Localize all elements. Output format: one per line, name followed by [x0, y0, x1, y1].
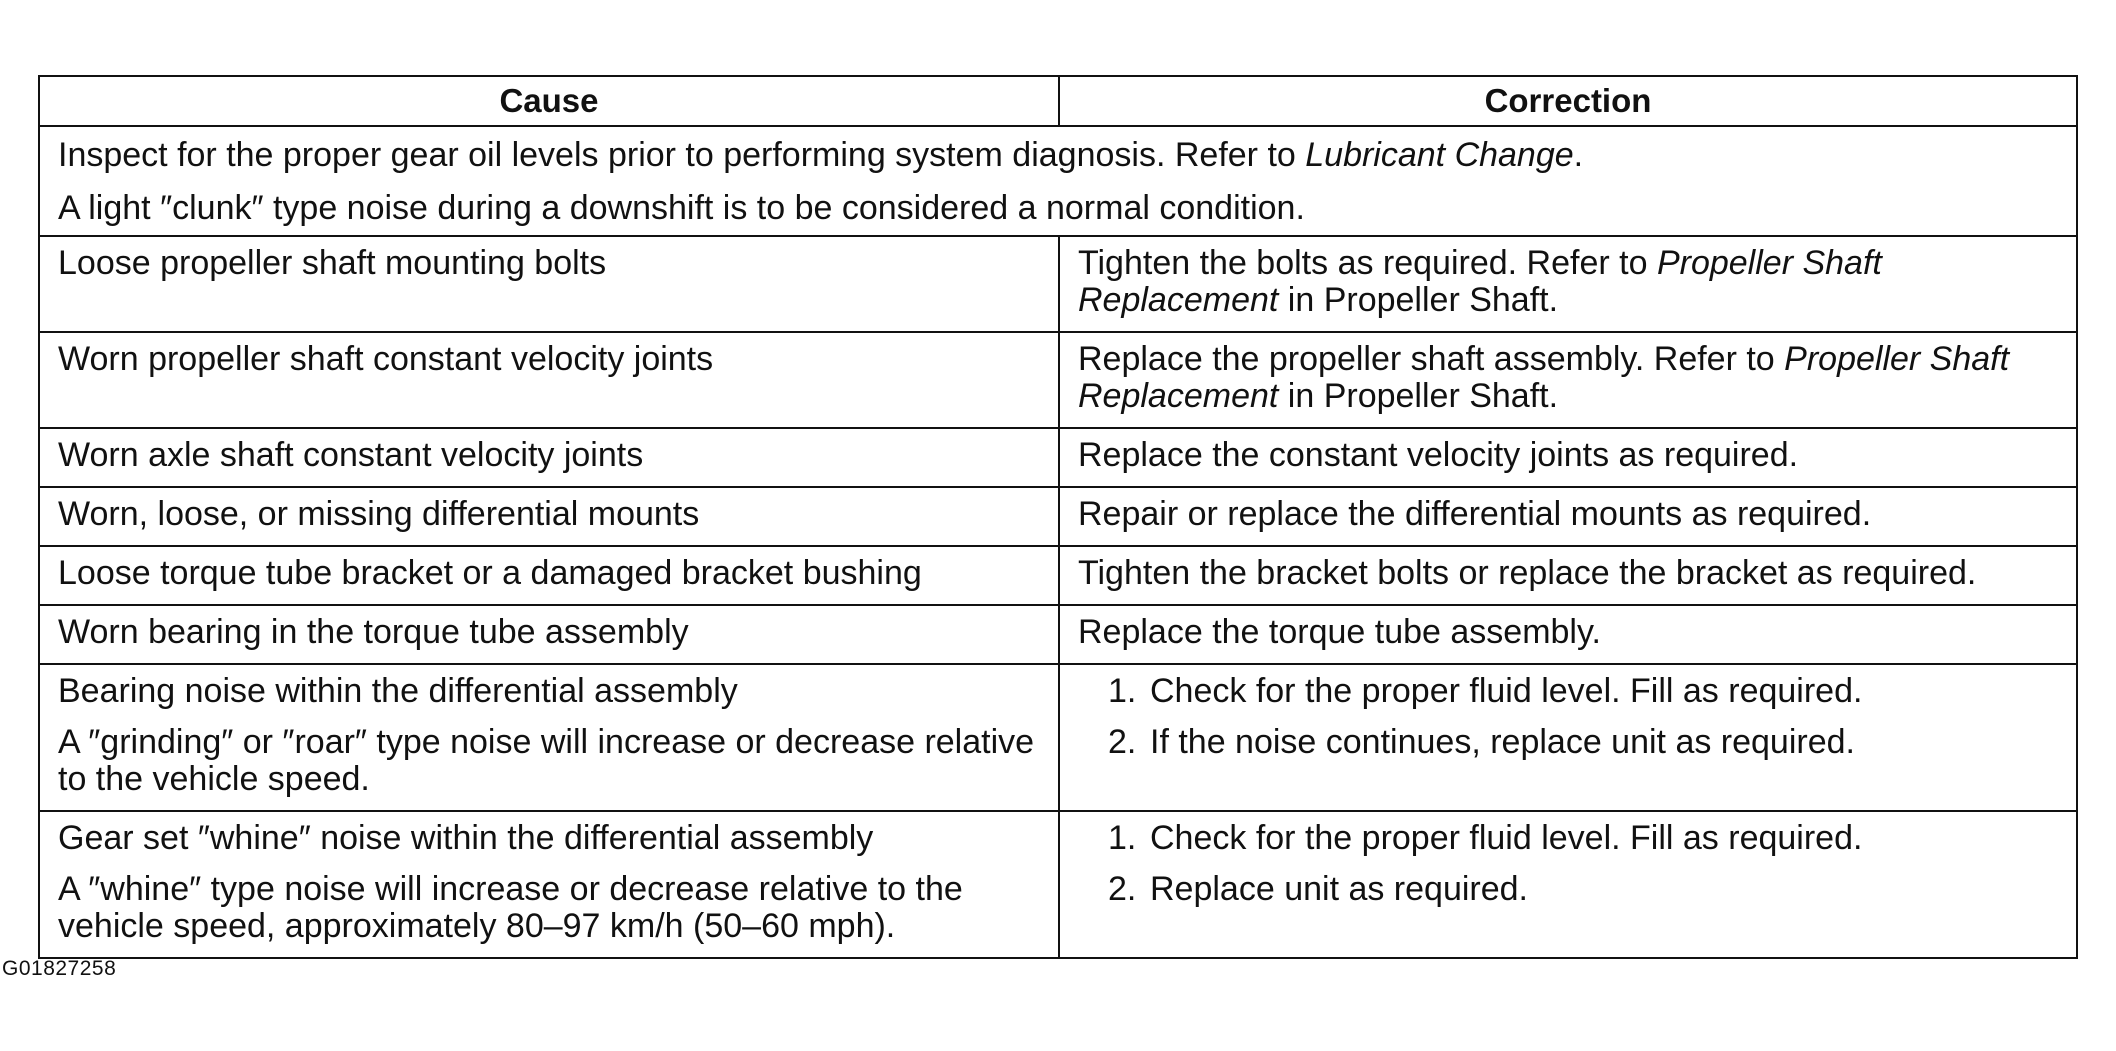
- step-text: Check for the proper fluid level. Fill as required.: [1150, 819, 1863, 857]
- correction-text: Tighten the bracket bolts or replace the bracket as required.: [1078, 554, 1977, 592]
- correction-lead: Replace the propeller shaft assembly. Refer to: [1078, 340, 1785, 378]
- cause-cell: [39, 546, 1059, 605]
- correction-text: Repair or replace the differential mounts as required.: [1078, 495, 1872, 533]
- table-row: [39, 605, 2077, 664]
- cause-text: Loose torque tube bracket or a damaged bracket bushing: [58, 554, 922, 592]
- cause-detail: A ″grinding″ or ″roar″ type noise will increase or decrease relative to the vehicle speed.: [58, 723, 1035, 798]
- step-text: Replace unit as required.: [1150, 870, 1529, 908]
- correction-cell: [1059, 487, 2077, 546]
- cause-text: Loose propeller shaft mounting bolts: [58, 244, 607, 282]
- cause-cell: [39, 332, 1059, 428]
- table-row: [39, 546, 2077, 605]
- note-oil-level-text: Inspect for the proper gear oil levels prior to performing system diagnosis. Refer to: [58, 136, 1306, 174]
- header-cause: Cause: [39, 76, 1059, 126]
- correction-tail: in Propeller Shaft.: [1278, 377, 1559, 415]
- correction-cell: [1059, 428, 2077, 487]
- table-row: [39, 487, 2077, 546]
- correction-text: Replace the constant velocity joints as required.: [1078, 436, 1799, 474]
- cause-text: Bearing noise within the differential assembly: [58, 672, 738, 710]
- table-row: [39, 332, 2077, 428]
- diagnostic-table: [38, 75, 2078, 959]
- step-number: 1.: [1108, 672, 1137, 710]
- correction-step: [1078, 871, 2058, 908]
- table-row: [39, 664, 2077, 811]
- correction-cell: [1059, 332, 2077, 428]
- cause-detail: A ″whine″ type noise will increase or decrease relative to the vehicle speed, approximately 80–97 km/h (50–60 mph).: [58, 870, 963, 945]
- step-number: 2.: [1108, 723, 1137, 761]
- step-number: 1.: [1108, 819, 1137, 857]
- step-text: Check for the proper fluid level. Fill as required.: [1150, 672, 1863, 710]
- note-oil-level: [58, 137, 2058, 174]
- cause-text: Worn propeller shaft constant velocity joints: [58, 340, 714, 378]
- correction-step: [1078, 724, 2058, 761]
- table-row: [39, 428, 2077, 487]
- cause-cell: [39, 487, 1059, 546]
- cause-cell: [39, 428, 1059, 487]
- table-body: [39, 126, 2077, 958]
- step-text: If the noise continues, replace unit as required.: [1150, 723, 1855, 761]
- table-header: [39, 76, 2077, 126]
- table-row: [39, 811, 2077, 958]
- correction-text: [1078, 245, 2058, 319]
- cause-text: Worn, loose, or missing differential mounts: [58, 495, 700, 533]
- header-row: [39, 76, 2077, 126]
- cause-cell: [39, 811, 1059, 958]
- header-correction: Correction: [1059, 76, 2077, 126]
- cause-cell: [39, 236, 1059, 332]
- correction-tail: in Propeller Shaft.: [1278, 281, 1559, 319]
- cause-text: Worn bearing in the torque tube assembly: [58, 613, 689, 651]
- correction-ref: Propeller Shaft Replacement: [1078, 244, 1882, 319]
- cause-cell: [39, 605, 1059, 664]
- correction-step: [1078, 820, 2058, 857]
- correction-text: [1078, 341, 2058, 415]
- correction-ref: Propeller Shaft Replacement: [1078, 340, 2010, 415]
- correction-cell: [1059, 546, 2077, 605]
- cause-text: Gear set ″whine″ noise within the differential assembly: [58, 819, 874, 857]
- correction-cell: [1059, 664, 2077, 811]
- note-oil-level-ref: Lubricant Change: [1305, 136, 1574, 174]
- correction-lead: Tighten the bolts as required. Refer to: [1078, 244, 1657, 282]
- correction-step: [1078, 673, 2058, 710]
- note-clunk: A light ″clunk″ type noise during a downshift is to be considered a normal condition.: [58, 189, 1305, 227]
- correction-cell: [1059, 236, 2077, 332]
- correction-cell: [1059, 811, 2077, 958]
- table-row: [39, 236, 2077, 332]
- correction-text: Replace the torque tube assembly.: [1078, 613, 1601, 651]
- note-row: [39, 126, 2077, 236]
- step-number: 2.: [1108, 870, 1137, 908]
- note-oil-level-end: .: [1573, 136, 1584, 174]
- cause-text: Worn axle shaft constant velocity joints: [58, 436, 644, 474]
- general-notes: [39, 126, 2077, 236]
- figure-id: G01827258: [2, 957, 117, 980]
- correction-cell: [1059, 605, 2077, 664]
- cause-cell: [39, 664, 1059, 811]
